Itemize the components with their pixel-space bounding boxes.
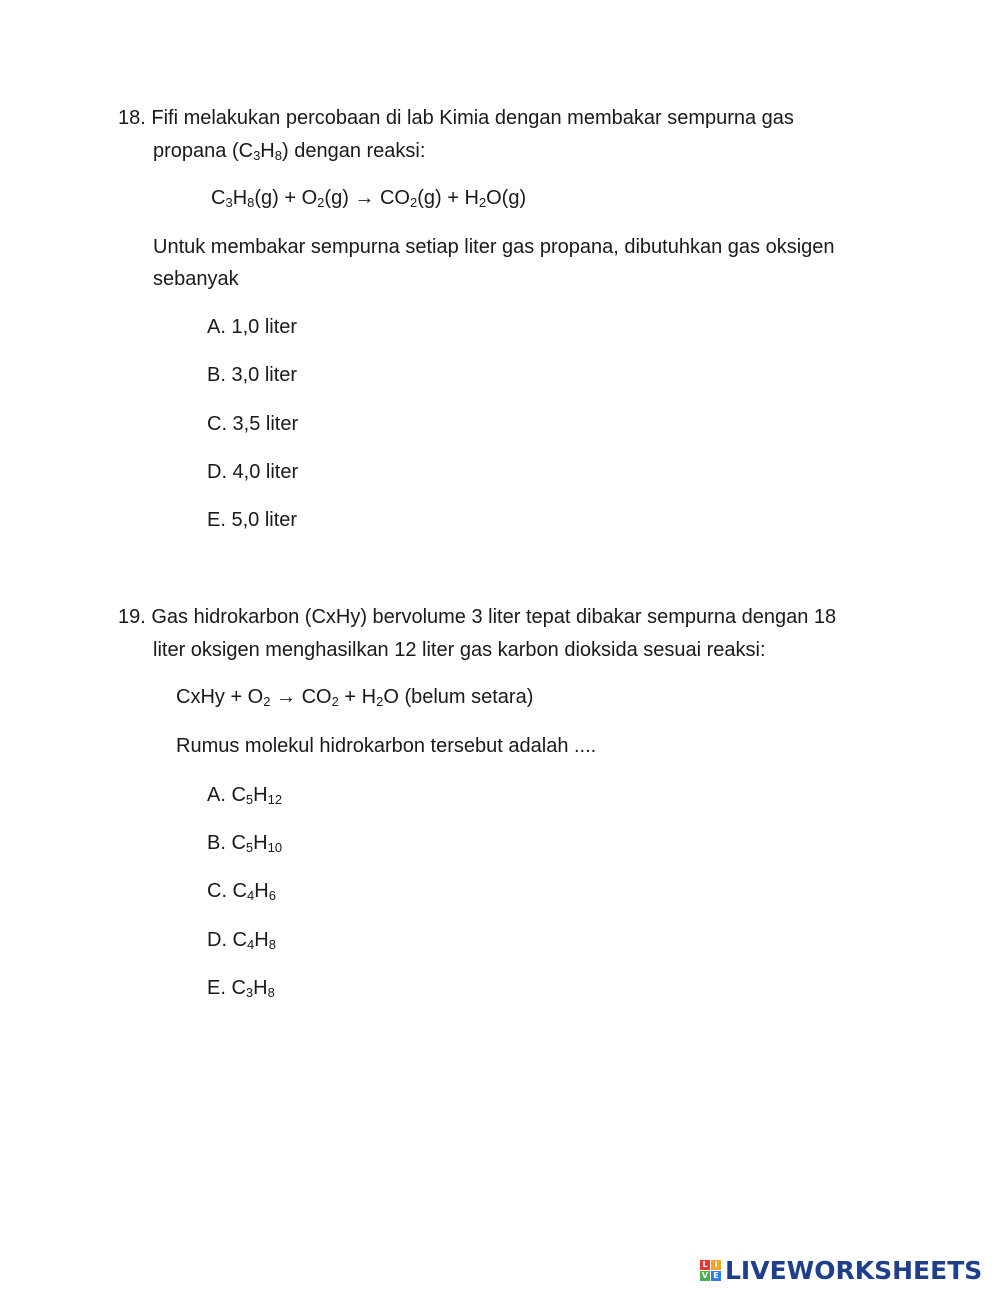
- q19-question: Rumus molekul hidrokarbon tersebut adalah ....: [176, 735, 597, 757]
- q18-option-c[interactable]: C. 3,5 liter: [207, 413, 299, 435]
- q19-stem-line2: liter oksigen menghasilkan 12 liter gas karbon dioksida sesuai reaksi:: [153, 639, 766, 661]
- q18-option-e[interactable]: E. 5,0 liter: [207, 509, 298, 531]
- q18-option-d[interactable]: D. 4,0 liter: [207, 461, 299, 483]
- q19-option-e[interactable]: E. $C_3H_8$: [207, 977, 275, 1000]
- q18-question-line1: Untuk membakar sempurna setiap liter gas propana, dibutuhkan gas oksigen: [153, 236, 835, 258]
- q19-stem-line1: 19. Gas hidrokarbon (CxHy) bervolume 3 liter tepat dibakar sempurna dengan 18: [118, 606, 837, 628]
- q18-option-a[interactable]: A. 1,0 liter: [207, 316, 298, 338]
- q18-equation: $C_3H_8(g) + O_2(g) \to CO_2(g) + H_2O(g)$: [211, 187, 527, 210]
- q18-question-line2: sebanyak: [153, 268, 239, 290]
- logo-text: LIVEWORKSHEETS: [725, 1255, 983, 1285]
- logo-letter-v: V: [701, 1270, 709, 1280]
- logo-letter-l: L: [700, 1260, 710, 1270]
- logo-mark-icon: [700, 1260, 721, 1281]
- logo-letter-e: E: [711, 1271, 721, 1281]
- q19-option-b[interactable]: B. $C_5H_{10}$: [207, 832, 283, 855]
- q19-equation: CxHy + $O_2 \to CO_2 + H_2O$ (belum setara): [176, 686, 534, 709]
- q18-stem-line2: propana $(C_3H_8)$ dengan reaksi:: [153, 140, 426, 163]
- q19-option-c[interactable]: C. $C_4H_6$: [207, 880, 276, 903]
- q19-option-d[interactable]: D. $C_4H_8$: [207, 929, 276, 952]
- q19-option-a[interactable]: A. $C_5H_{12}$: [207, 784, 283, 807]
- liveworksheets-logo: [700, 1256, 982, 1284]
- q18-option-b[interactable]: B. 3,0 liter: [207, 364, 298, 386]
- logo-letter-i: I: [711, 1260, 721, 1270]
- q18-stem-line1: 18. Fifi melakukan percobaan di lab Kimia dengan membakar sempurna gas: [118, 107, 794, 129]
